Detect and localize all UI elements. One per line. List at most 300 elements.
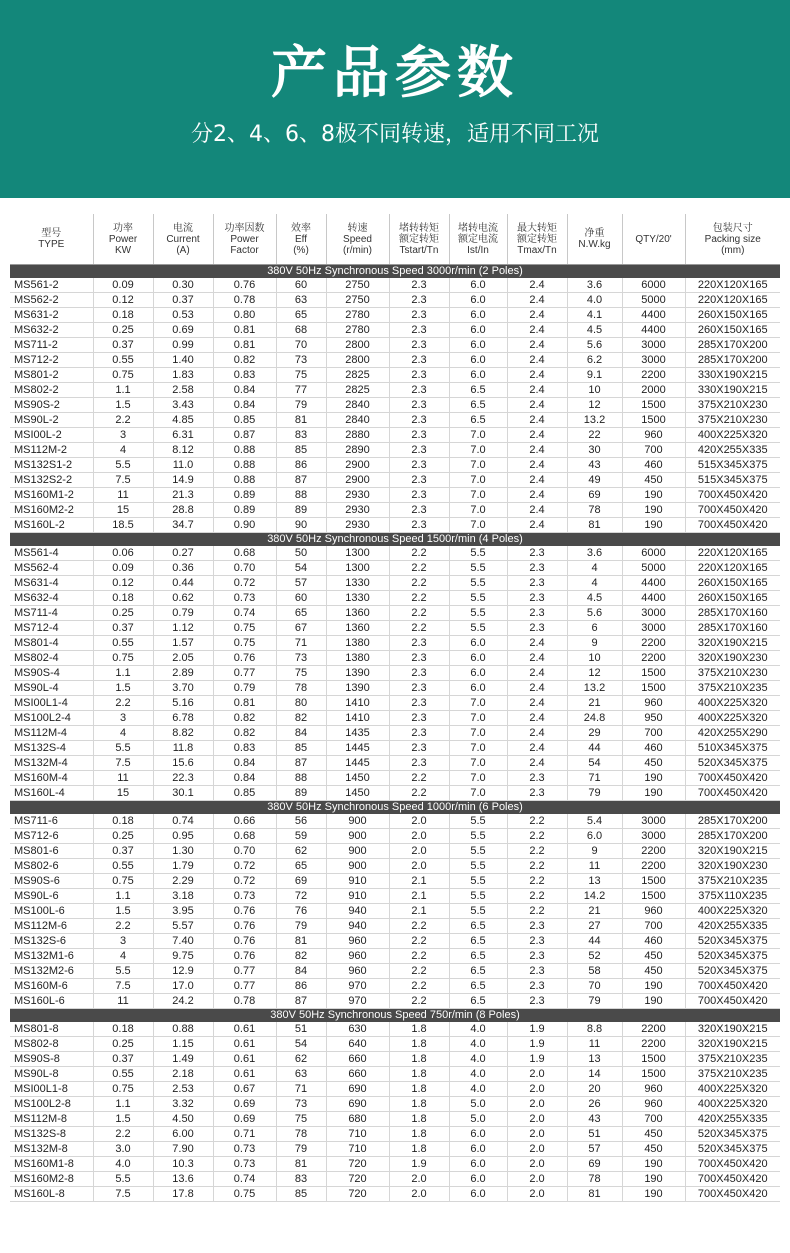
table-cell: 63 [276,1067,326,1082]
page-title: 产品参数 [271,41,519,106]
table-cell: 700 [622,1112,685,1127]
table-cell: 6.5 [449,398,507,413]
table-cell: 8.12 [153,443,213,458]
table-cell: 2825 [326,383,389,398]
table-cell: 2.4 [507,278,567,293]
table-cell: 2.3 [389,323,449,338]
table-cell: 4400 [622,576,685,591]
table-row [10,964,780,979]
table-cell: 0.75 [213,636,276,651]
table-cell: 2.3 [389,368,449,383]
table-cell: 1.8 [389,1082,449,1097]
table-cell: 2.4 [507,711,567,726]
table-cell: 190 [622,518,685,533]
table-cell: 43 [567,458,622,473]
table-cell: 71 [567,771,622,786]
table-cell: 1.79 [153,859,213,874]
model-cell: MS160M2-8 [10,1172,93,1187]
table-cell: 330X190X215 [685,368,780,383]
model-cell: MS802-4 [10,651,93,666]
table-cell: 1390 [326,681,389,696]
table-cell: 7.0 [449,771,507,786]
table-row [10,1157,780,1172]
table-cell: 450 [622,1142,685,1157]
table-cell: 0.76 [213,278,276,293]
table-row [10,904,780,919]
table-cell: 14 [567,1067,622,1082]
table-cell: 27 [567,919,622,934]
table-row [10,814,780,829]
table-cell: 2.4 [507,741,567,756]
table-cell: 0.76 [213,934,276,949]
table-cell: 60 [276,591,326,606]
table-cell: 85 [276,1187,326,1202]
table-cell: 220X120X165 [685,546,780,561]
table-cell: 460 [622,458,685,473]
table-cell: 7.90 [153,1142,213,1157]
table-cell: 1330 [326,591,389,606]
header-current: 电流 Current (A) [153,214,213,265]
table-cell: 3.6 [567,278,622,293]
table-row [10,874,780,889]
table-cell: 0.61 [213,1067,276,1082]
table-row [10,353,780,368]
table-cell: 1.40 [153,353,213,368]
table-cell: 0.88 [213,443,276,458]
table-cell: 700X450X420 [685,1172,780,1187]
table-cell: 2.3 [389,443,449,458]
table-cell: 5.6 [567,338,622,353]
table-cell: 2.3 [389,756,449,771]
table-cell: 0.36 [153,561,213,576]
table-cell: 11 [93,488,153,503]
table-cell: 6.0 [449,651,507,666]
table-row [10,443,780,458]
table-cell: 0.85 [213,786,276,801]
table-cell: 6.0 [449,1187,507,1202]
table-cell: 710 [326,1142,389,1157]
table-cell: 21 [567,696,622,711]
table-row [10,293,780,308]
table-cell: 6.0 [449,681,507,696]
table-cell: 700 [622,726,685,741]
model-cell: MS90L-4 [10,681,93,696]
table-cell: 190 [622,994,685,1009]
table-row [10,919,780,934]
table-cell: 6 [567,621,622,636]
table-cell: 0.72 [213,874,276,889]
table-cell: 720 [326,1187,389,1202]
table-cell: 6.0 [449,636,507,651]
table-cell: 375X210X235 [685,1067,780,1082]
table-cell: 2.4 [507,383,567,398]
table-cell: 9 [567,844,622,859]
table-cell: 960 [622,904,685,919]
table-cell: 1500 [622,681,685,696]
table-cell: 2200 [622,1037,685,1052]
model-cell: MS802-2 [10,383,93,398]
table-cell: 6.0 [449,1157,507,1172]
table-cell: 0.84 [213,398,276,413]
table-cell: 13 [567,1052,622,1067]
table-cell: 2.2 [389,591,449,606]
model-cell: MS132M-8 [10,1142,93,1157]
table-cell: 2.3 [507,786,567,801]
table-row [10,458,780,473]
table-cell: 6.0 [449,368,507,383]
table-cell: 2.0 [507,1082,567,1097]
table-cell: 1.1 [93,1097,153,1112]
table-cell: 900 [326,829,389,844]
table-cell: 190 [622,1157,685,1172]
table-cell: 7.0 [449,696,507,711]
table-cell: 0.44 [153,576,213,591]
table-cell: 375X210X230 [685,413,780,428]
table-cell: 6.5 [449,994,507,1009]
table-cell: 2000 [622,383,685,398]
table-cell: 450 [622,756,685,771]
table-cell: 6.0 [449,1142,507,1157]
model-cell: MSI00L1-8 [10,1082,93,1097]
table-cell: 1.49 [153,1052,213,1067]
table-cell: 2750 [326,278,389,293]
table-cell: 0.55 [93,1067,153,1082]
table-row [10,308,780,323]
table-cell: 0.70 [213,561,276,576]
table-cell: 0.69 [213,1097,276,1112]
table-row [10,383,780,398]
table-cell: 660 [326,1067,389,1082]
table-cell: 0.25 [93,1037,153,1052]
table-cell: 2.2 [389,786,449,801]
table-cell: 5.4 [567,814,622,829]
section-header-row [10,1009,780,1023]
table-row [10,651,780,666]
table-cell: 4 [93,726,153,741]
table-row [10,518,780,533]
table-cell: 81 [276,1157,326,1172]
table-cell: 960 [622,1097,685,1112]
table-cell: 2.4 [507,323,567,338]
table-row [10,546,780,561]
table-cell: 700X450X420 [685,771,780,786]
table-cell: 320X190X215 [685,1022,780,1037]
table-cell: 2800 [326,353,389,368]
table-cell: 2.3 [389,518,449,533]
table-cell: 2200 [622,859,685,874]
table-cell: 190 [622,1187,685,1202]
table-cell: 11 [567,1037,622,1052]
table-cell: 1.30 [153,844,213,859]
table-cell: 84 [276,964,326,979]
model-cell: MS90L-6 [10,889,93,904]
table-cell: 73 [276,1097,326,1112]
table-cell: 2.4 [507,293,567,308]
table-cell: 320X190X230 [685,651,780,666]
table-row [10,949,780,964]
model-cell: MS132S1-2 [10,458,93,473]
table-row [10,428,780,443]
table-row [10,994,780,1009]
table-cell: 2.3 [389,503,449,518]
table-cell: 2.3 [507,576,567,591]
table-cell: 6.0 [449,293,507,308]
table-cell: 7.0 [449,786,507,801]
table-row [10,1127,780,1142]
table-row [10,889,780,904]
table-cell: 7.0 [449,711,507,726]
table-cell: 4400 [622,591,685,606]
table-cell: 2.4 [507,666,567,681]
table-cell: 4.5 [567,323,622,338]
table-cell: 190 [622,503,685,518]
model-cell: MS112M-6 [10,919,93,934]
table-cell: 0.80 [213,308,276,323]
table-cell: 0.69 [153,323,213,338]
table-cell: 0.68 [213,546,276,561]
table-cell: 330X190X215 [685,383,780,398]
section-header-row [10,533,780,547]
table-cell: 4.0 [449,1082,507,1097]
model-cell: MS632-2 [10,323,93,338]
table-row [10,488,780,503]
table-cell: 2.1 [389,904,449,919]
table-cell: 6.0 [449,323,507,338]
table-cell: 2.4 [507,443,567,458]
table-cell: 30 [567,443,622,458]
table-row [10,503,780,518]
table-cell: 660 [326,1052,389,1067]
table-cell: 960 [326,949,389,964]
table-cell: 5.5 [93,741,153,756]
table-cell: 2.0 [389,859,449,874]
table-cell: 2200 [622,636,685,651]
table-cell: 3.43 [153,398,213,413]
table-cell: 3.32 [153,1097,213,1112]
table-row [10,278,780,293]
table-cell: 21.3 [153,488,213,503]
table-cell: 3000 [622,353,685,368]
table-cell: 2.2 [389,964,449,979]
model-cell: MS562-4 [10,561,93,576]
table-cell: 5.57 [153,919,213,934]
table-cell: 2200 [622,651,685,666]
model-cell: MS112M-2 [10,443,93,458]
table-cell: 4 [93,443,153,458]
table-cell: 5.5 [449,889,507,904]
table-cell: 2.3 [389,681,449,696]
table-cell: 77 [276,383,326,398]
table-cell: 0.37 [93,844,153,859]
table-cell: 22.3 [153,771,213,786]
table-cell: 2.3 [507,949,567,964]
table-cell: 375X210X235 [685,1052,780,1067]
table-cell: 2.2 [389,561,449,576]
table-cell: 2.05 [153,651,213,666]
table-cell: 85 [276,443,326,458]
table-cell: 1.8 [389,1022,449,1037]
table-cell: 900 [326,859,389,874]
table-cell: 0.81 [213,696,276,711]
table-cell: 79 [276,1142,326,1157]
table-cell: 400X225X320 [685,904,780,919]
model-cell: MS801-4 [10,636,93,651]
table-cell: 2780 [326,308,389,323]
table-cell: 62 [276,844,326,859]
table-cell: 67 [276,621,326,636]
table-cell: 400X225X320 [685,1097,780,1112]
table-cell: 285X170X160 [685,606,780,621]
model-cell: MS132S-4 [10,741,93,756]
table-cell: 12 [567,666,622,681]
table-cell: 8.8 [567,1022,622,1037]
table-cell: 1.5 [93,1112,153,1127]
table-cell: 2.2 [389,979,449,994]
table-cell: 69 [567,488,622,503]
model-cell: MS801-8 [10,1022,93,1037]
table-cell: 3 [93,934,153,949]
table-cell: 71 [276,1082,326,1097]
table-row [10,1112,780,1127]
table-cell: 7.0 [449,488,507,503]
table-cell: 2.3 [389,293,449,308]
table-cell: 375X210X230 [685,666,780,681]
model-cell: MS160M-4 [10,771,93,786]
table-cell: 0.87 [213,428,276,443]
table-cell: 4.0 [449,1067,507,1082]
table-cell: 5.5 [449,904,507,919]
table-cell: 700X450X420 [685,503,780,518]
table-cell: 11 [567,859,622,874]
table-row [10,413,780,428]
table-row [10,934,780,949]
table-cell: 5.5 [93,458,153,473]
table-cell: 260X150X165 [685,576,780,591]
table-cell: 78 [567,503,622,518]
table-cell: 2750 [326,293,389,308]
table-cell: 0.84 [213,756,276,771]
model-cell: MS561-2 [10,278,93,293]
table-cell: 13.2 [567,681,622,696]
table-cell: 2.4 [507,756,567,771]
table-cell: 78 [276,681,326,696]
table-cell: 1360 [326,621,389,636]
table-cell: 1410 [326,696,389,711]
table-body [10,265,780,1202]
table-cell: 910 [326,874,389,889]
table-cell: 12 [567,398,622,413]
table-cell: 320X190X230 [685,859,780,874]
table-cell: 87 [276,994,326,1009]
table-row [10,786,780,801]
table-cell: 0.82 [213,726,276,741]
table-cell: 375X210X235 [685,874,780,889]
table-cell: 6.2 [567,353,622,368]
section-header-row [10,265,780,279]
section-title: 380V 50Hz Synchronous Speed 3000r/min (2 Poles) [10,265,780,279]
model-cell: MS160M1-8 [10,1157,93,1172]
table-row [10,681,780,696]
table-cell: 2.3 [507,934,567,949]
table-row [10,1142,780,1157]
table-cell: 5.6 [567,606,622,621]
table-cell: 6.5 [449,964,507,979]
table-cell: 0.78 [213,293,276,308]
table-cell: 2.2 [507,859,567,874]
table-cell: 0.71 [213,1127,276,1142]
table-cell: 72 [276,889,326,904]
table-cell: 0.82 [213,711,276,726]
table-cell: 285X170X200 [685,338,780,353]
table-cell: 1390 [326,666,389,681]
model-cell: MS112M-4 [10,726,93,741]
table-cell: 1.9 [507,1052,567,1067]
table-cell: 630 [326,1022,389,1037]
table-cell: 520X345X375 [685,756,780,771]
model-cell: MS711-4 [10,606,93,621]
table-cell: 13.2 [567,413,622,428]
table-cell: 6.0 [449,1172,507,1187]
table-cell: 54 [276,1037,326,1052]
table-cell: 5.5 [449,561,507,576]
table-cell: 6.78 [153,711,213,726]
model-cell: MS802-6 [10,859,93,874]
table-cell: 420X255X335 [685,1112,780,1127]
table-cell: 1.5 [93,681,153,696]
table-cell: 700X450X420 [685,1187,780,1202]
table-cell: 6.5 [449,979,507,994]
table-cell: 5.5 [449,546,507,561]
table-cell: 520X345X375 [685,1142,780,1157]
table-cell: 375X210X230 [685,398,780,413]
table-cell: 0.61 [213,1022,276,1037]
model-cell: MS90L-2 [10,413,93,428]
table-cell: 5000 [622,293,685,308]
table-cell: 8.82 [153,726,213,741]
table-cell: 57 [276,576,326,591]
table-cell: 2.2 [389,934,449,949]
table-cell: 0.74 [213,606,276,621]
table-cell: 5.16 [153,696,213,711]
table-cell: 700X450X420 [685,786,780,801]
table-cell: 75 [276,368,326,383]
table-cell: 7.0 [449,726,507,741]
table-cell: 0.82 [213,353,276,368]
table-cell: 2.3 [389,488,449,503]
table-cell: 1.9 [389,1157,449,1172]
table-cell: 2.0 [507,1172,567,1187]
table-cell: 2.18 [153,1067,213,1082]
table-cell: 3000 [622,621,685,636]
table-cell: 2.2 [389,621,449,636]
table-cell: 81 [276,934,326,949]
table-cell: 13.6 [153,1172,213,1187]
table-cell: 0.12 [93,576,153,591]
table-cell: 7.0 [449,518,507,533]
table-cell: 0.81 [213,323,276,338]
table-cell: 1300 [326,561,389,576]
table-cell: 960 [326,964,389,979]
table-cell: 2.4 [507,503,567,518]
table-cell: 1500 [622,874,685,889]
table-cell: 52 [567,949,622,964]
model-cell: MS160L-6 [10,994,93,1009]
table-cell: 520X345X375 [685,1127,780,1142]
table-cell: 900 [326,844,389,859]
table-row [10,1097,780,1112]
table-cell: 6.5 [449,383,507,398]
table-cell: 62 [276,1052,326,1067]
